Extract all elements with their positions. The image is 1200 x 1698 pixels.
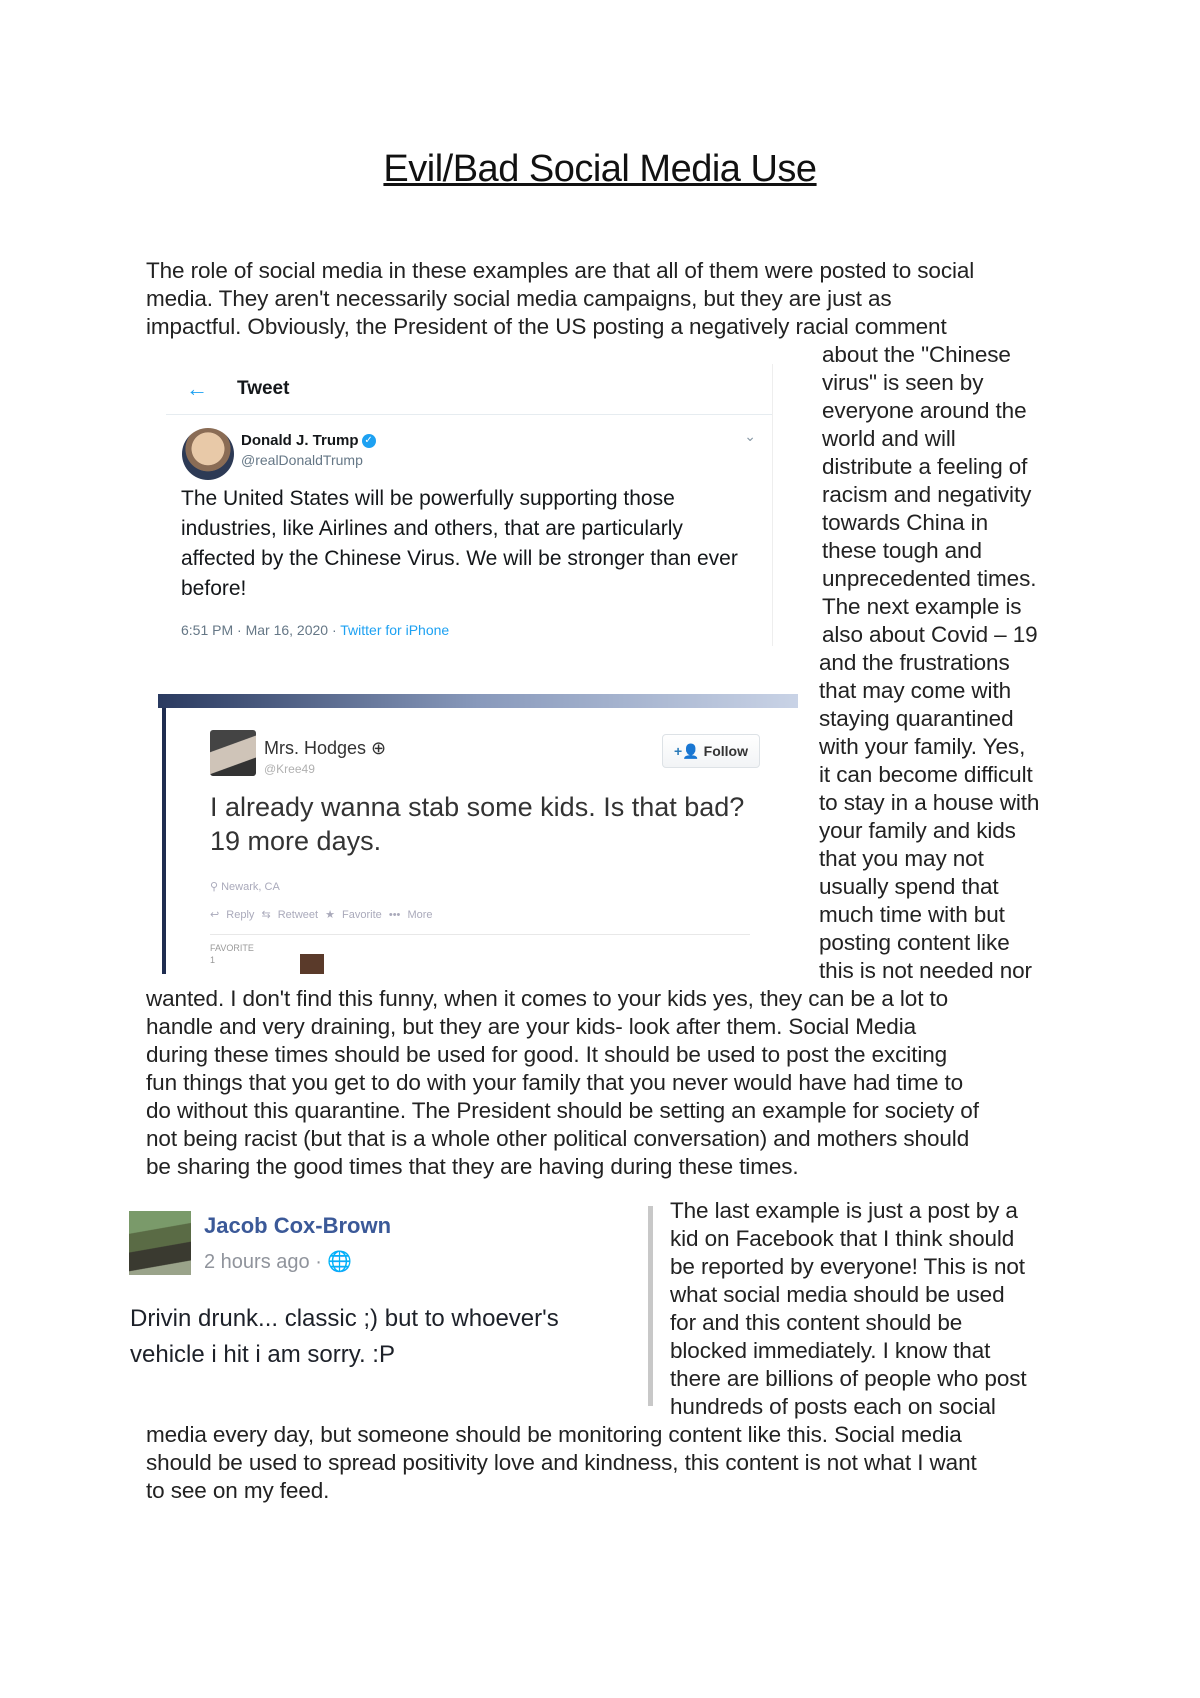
tweet-author-name: Donald J. Trump ✓	[241, 432, 376, 449]
page-title: Evil/Bad Social Media Use	[383, 148, 817, 190]
text-line: should be used to spread positivity love and kindness, this content is not what I want	[146, 1450, 977, 1475]
text-line: with your family. Yes,	[819, 734, 1026, 759]
text-line: and the frustrations	[819, 650, 1010, 675]
follow-button: +👤 Follow	[662, 734, 760, 768]
window-topbar	[158, 694, 798, 708]
text-line: your family and kids	[819, 818, 1016, 843]
text-line: The next example is	[822, 594, 1022, 619]
text-line: towards China in	[822, 510, 988, 535]
text-line: posting content like	[819, 930, 1010, 955]
text-line: there are billions of people who post	[670, 1366, 1027, 1391]
text-line: impactful. Obviously, the President of the US posting a negatively racial comment	[146, 314, 947, 339]
avatar	[210, 730, 256, 776]
text-line: kid on Facebook that I think should	[670, 1226, 1015, 1251]
text-line: what social media should be used	[670, 1282, 1005, 1307]
text-line: be sharing the good times that they are having during these times.	[146, 1154, 799, 1179]
back-arrow-icon: ←	[186, 376, 208, 401]
text-line: staying quarantined	[819, 706, 1014, 731]
add-user-icon: +👤	[674, 743, 700, 759]
text-line: for and this content should be	[670, 1310, 963, 1335]
text-line: not being racist (but that is a whole other political conversation) and mothers should	[146, 1126, 970, 1151]
tweet-author-handle: @Kree49	[264, 762, 315, 776]
text-line: everyone around the	[822, 398, 1027, 423]
text-line: that you may not	[819, 846, 984, 871]
intro-paragraph	[146, 257, 974, 341]
tweet-author-name: Mrs. Hodges ⊕	[264, 738, 387, 758]
avatar	[129, 1211, 191, 1275]
side-paragraph-1	[822, 341, 1038, 649]
divider	[210, 934, 750, 935]
text-line: these tough and	[822, 538, 982, 563]
text-line: usually spend that	[819, 874, 999, 899]
text-line: media every day, but someone should be monitoring content like this. Social media	[146, 1422, 962, 1447]
tweet-location: ⚲ Newark, CA	[210, 881, 280, 893]
text-line: that may come with	[819, 678, 1012, 703]
post-timestamp: 2 hours ago · 🌐	[204, 1251, 353, 1273]
tweet-text: The United States will be powerfully supporting those industries, like Airlines and others, that are particularly affected by the Chinese Virus. We will be stronger than ever before!	[181, 487, 738, 600]
text-line: wanted. I don't find this funny, when it comes to your kids yes, they can be a lot to	[146, 986, 949, 1011]
favoriter-avatar	[300, 954, 324, 974]
text-line: handle and very draining, but they are your kids- look after them. Social Media	[146, 1014, 917, 1039]
tweet-text: I already wanna stab some kids. Is that bad? 19 more days.	[210, 792, 745, 856]
text-line: also about Covid – 19	[822, 622, 1038, 647]
text-line: fun things that you get to do with your family that you never would have had time to	[146, 1070, 964, 1095]
text-line: do without this quarantine. The President should be setting an example for society of	[146, 1098, 979, 1123]
post-author-name: Jacob Cox-Brown	[204, 1213, 392, 1238]
text-line: racism and negativity	[822, 482, 1032, 507]
avatar	[182, 428, 234, 480]
tweet-header-label: Tweet	[237, 378, 290, 399]
side-paragraph-2	[819, 649, 1039, 985]
text-line: world and will	[822, 426, 956, 451]
text-line: it can become difficult	[819, 762, 1033, 787]
chevron-down-icon: ⌄	[744, 428, 756, 444]
tweet-author-handle: @realDonaldTrump	[241, 452, 363, 468]
post-text: Drivin drunk... classic ;) but to whoever's vehicle i hit i am sorry. :P	[130, 1305, 559, 1368]
text-line: hundreds of posts each on social	[670, 1394, 996, 1419]
text-line: about the "Chinese	[822, 342, 1011, 367]
favorite-count: FAVORITE 1	[210, 943, 254, 965]
text-line: during these times should be used for good. It should be used to post the exciting	[146, 1042, 948, 1067]
text-line: this is not needed nor	[819, 958, 1032, 983]
hodges-tweet-screenshot	[158, 694, 798, 974]
text-line: unprecedented times.	[822, 566, 1037, 591]
tweet-actions: ↩ Reply ⇆ Retweet ★ Favorite ••• More	[210, 909, 433, 921]
divider	[648, 1206, 653, 1406]
text-line: blocked immediately. I know that	[670, 1338, 991, 1363]
text-line: The role of social media in these examples are that all of them were posted to social	[146, 258, 975, 283]
text-line: much time with but	[819, 902, 1005, 927]
trump-tweet-screenshot	[166, 364, 773, 646]
text-line: to see on my feed.	[146, 1478, 330, 1503]
verified-badge-icon: ✓	[362, 434, 376, 448]
facebook-post-screenshot	[127, 1205, 651, 1405]
tweet-header	[166, 364, 772, 415]
body-paragraph	[146, 985, 979, 1181]
closing-paragraph	[146, 1421, 977, 1505]
text-line: media. They aren't necessarily social media campaigns, but they are just as	[146, 286, 892, 311]
text-line: The last example is just a post by a	[670, 1198, 1018, 1223]
side-paragraph-3	[670, 1197, 1027, 1421]
text-line: be reported by everyone! This is not	[670, 1254, 1025, 1279]
text-line: to stay in a house with	[819, 790, 1040, 815]
tweet-meta: 6:51 PM · Mar 16, 2020 · Twitter for iPhone	[181, 622, 450, 638]
text-line: distribute a feeling of	[822, 454, 1028, 479]
text-line: virus" is seen by	[822, 370, 984, 395]
